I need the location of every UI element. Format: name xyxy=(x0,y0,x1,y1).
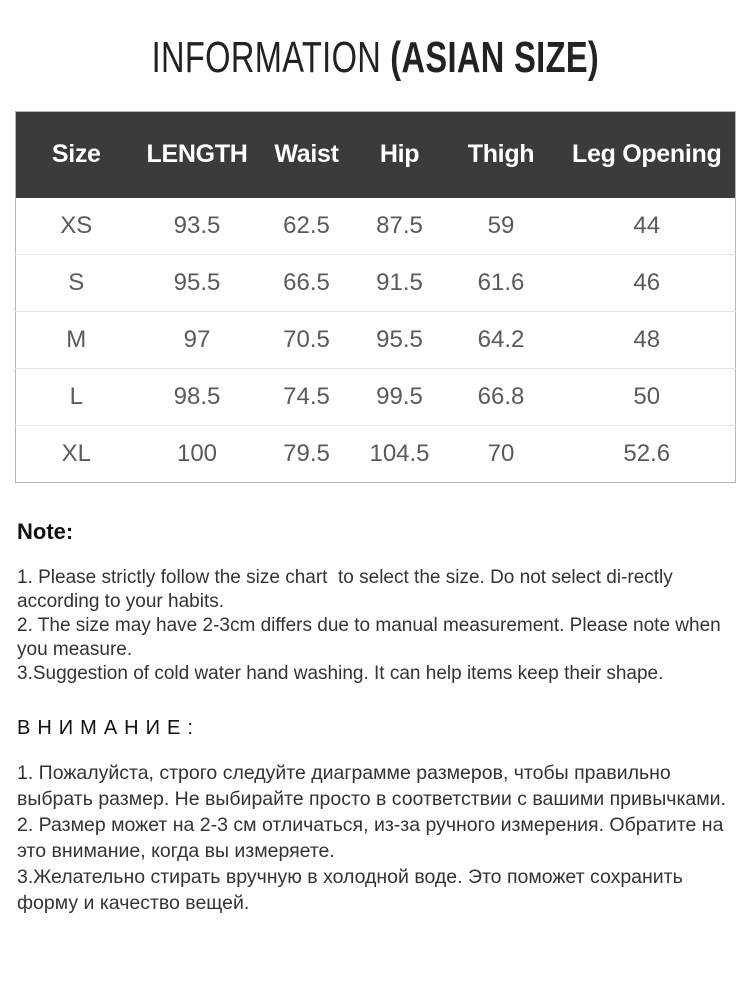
table-row-xs xyxy=(16,198,736,255)
size-table-body xyxy=(16,198,736,483)
cell-leg-opening: 44 xyxy=(559,198,736,255)
cell-size: L xyxy=(16,369,137,426)
column-header-leg-opening: Leg Opening xyxy=(559,112,736,198)
attention-item-3: 3.Желательно стирать вручную в холодной воде. Это поможет сохранить форму и качество вещей. xyxy=(17,866,689,914)
cell-hip: 104.5 xyxy=(356,426,444,483)
page-header xyxy=(0,0,750,83)
size-table xyxy=(15,111,736,483)
cell-waist: 62.5 xyxy=(258,198,356,255)
table-row-l xyxy=(16,369,736,426)
cell-thigh: 61.6 xyxy=(444,255,559,312)
attention-item-1: 1. Пожалуйста, строго следуйте диаграмме размеров, чтобы правильно выбрать размер. Не выбирайте просто в соответствии с вашими привычками. xyxy=(17,762,726,810)
cell-waist: 79.5 xyxy=(258,426,356,483)
cell-leg-opening: 48 xyxy=(559,312,736,369)
cell-thigh: 70 xyxy=(444,426,559,483)
page-title-light: INFORMATION xyxy=(151,33,381,82)
cell-waist: 66.5 xyxy=(258,255,356,312)
page-title xyxy=(151,33,599,83)
cell-thigh: 66.8 xyxy=(444,369,559,426)
cell-leg-opening: 52.6 xyxy=(559,426,736,483)
table-row-m xyxy=(16,312,736,369)
page-title-bold: (ASIAN SIZE) xyxy=(389,33,599,82)
column-header-size: Size xyxy=(16,112,137,198)
note-heading: Note: xyxy=(17,519,74,544)
cell-hip: 95.5 xyxy=(356,312,444,369)
cell-thigh: 59 xyxy=(444,198,559,255)
cell-waist: 74.5 xyxy=(258,369,356,426)
cell-leg-opening: 46 xyxy=(559,255,736,312)
cell-length: 97 xyxy=(137,312,258,369)
attention-item-2: 2. Размер может на 2-3 см отличаться, из-за ручного измерения. Обратите на это внимание, когда вы измеряете. xyxy=(17,814,729,862)
cell-waist: 70.5 xyxy=(258,312,356,369)
cell-size: S xyxy=(16,255,137,312)
size-table-header xyxy=(16,112,736,198)
attention-section xyxy=(17,717,728,916)
table-row-s xyxy=(16,255,736,312)
note-item-1: 1. Please strictly follow the size chart to select the size. Do not select di-rectly according to your habits. xyxy=(17,567,679,612)
column-header-waist: Waist xyxy=(258,112,356,198)
cell-length: 93.5 xyxy=(137,198,258,255)
note-item-3: 3.Suggestion of cold water hand washing. It can help items keep their shape. xyxy=(17,663,664,684)
note-item-2: 2. The size may have 2-3cm differs due to manual measurement. Please note when you measure. xyxy=(17,615,727,660)
cell-hip: 87.5 xyxy=(356,198,444,255)
cell-hip: 99.5 xyxy=(356,369,444,426)
table-row-xl xyxy=(16,426,736,483)
cell-hip: 91.5 xyxy=(356,255,444,312)
column-header-length: LENGTH xyxy=(137,112,258,198)
cell-size: XL xyxy=(16,426,137,483)
note-section xyxy=(17,519,728,686)
attention-heading: ВНИМАНИЕ: xyxy=(17,717,200,739)
column-header-hip: Hip xyxy=(356,112,444,198)
cell-size: XS xyxy=(16,198,137,255)
cell-length: 98.5 xyxy=(137,369,258,426)
cell-leg-opening: 50 xyxy=(559,369,736,426)
cell-length: 95.5 xyxy=(137,255,258,312)
cell-length: 100 xyxy=(137,426,258,483)
cell-thigh: 64.2 xyxy=(444,312,559,369)
column-header-thigh: Thigh xyxy=(444,112,559,198)
cell-size: M xyxy=(16,312,137,369)
header-row xyxy=(16,112,736,198)
